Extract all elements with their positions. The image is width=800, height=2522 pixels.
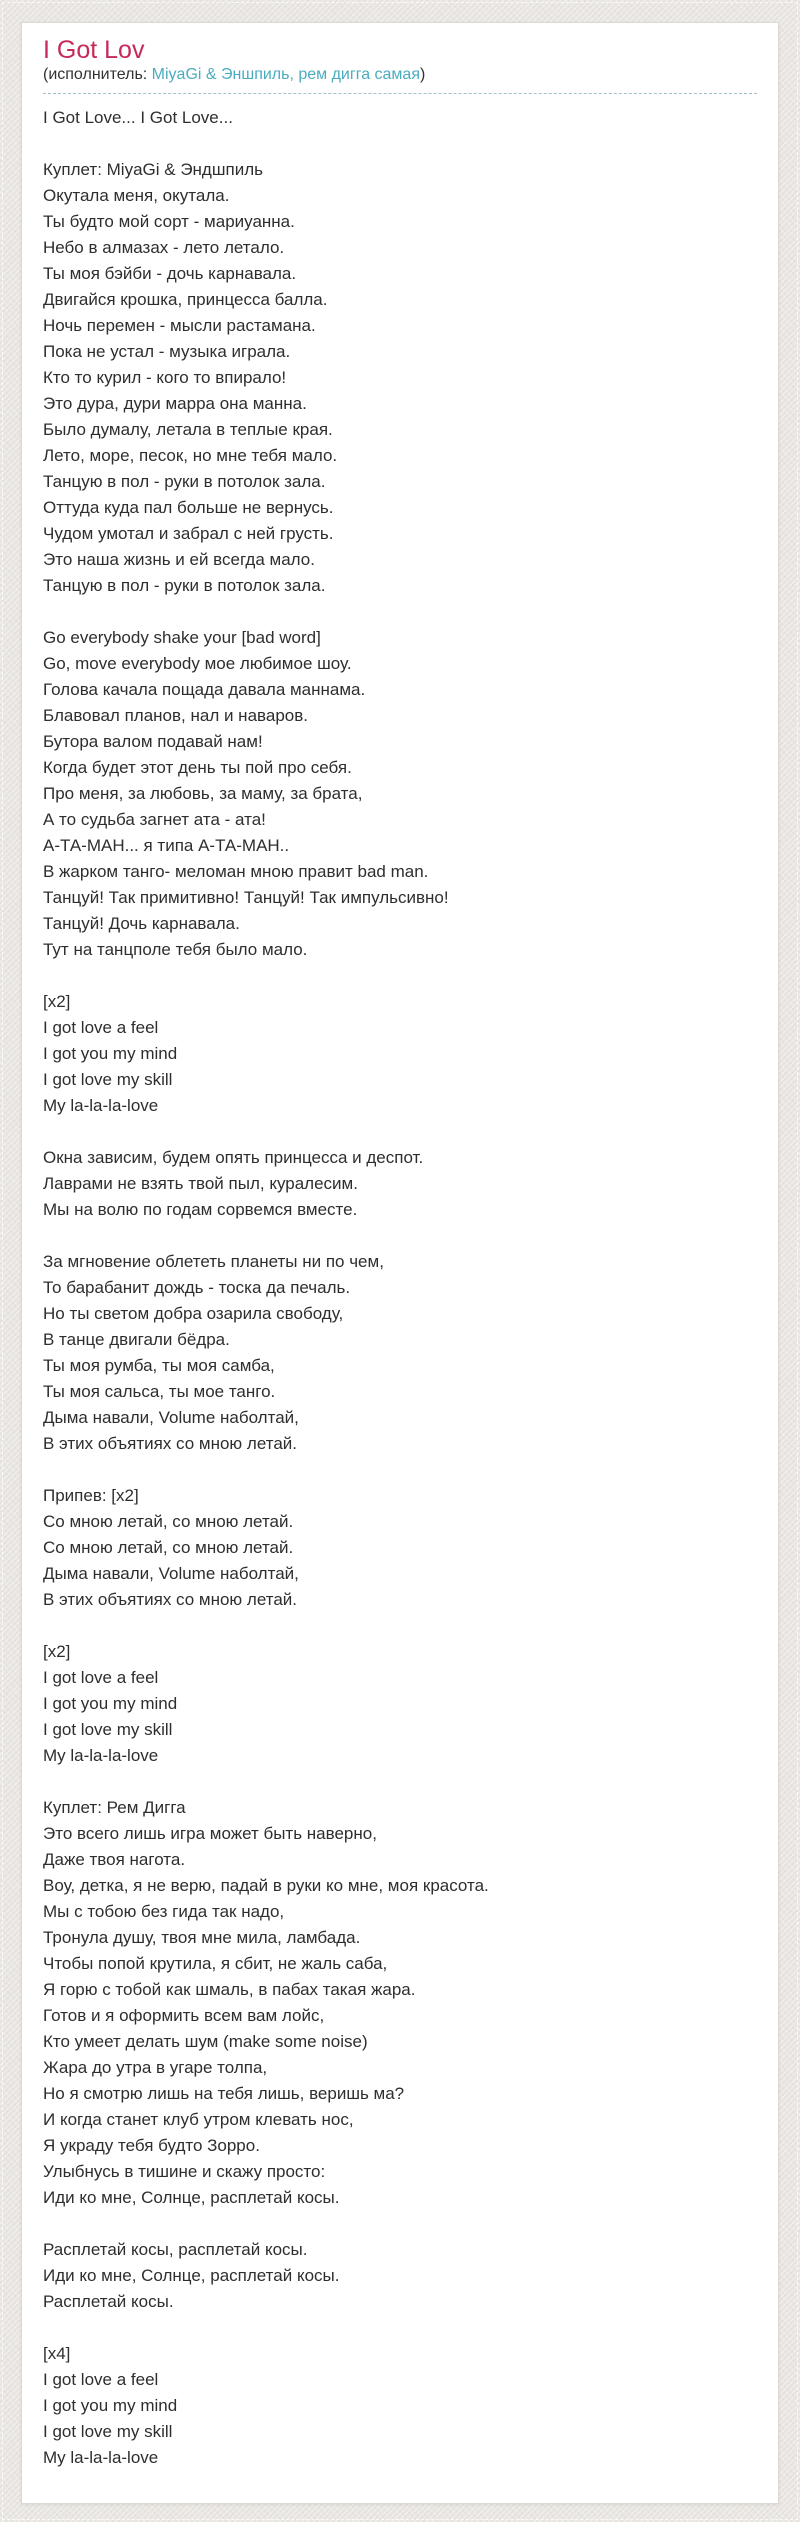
lyrics-line: Тут на танцполе тебя было мало. bbox=[43, 940, 308, 959]
lyrics-line: Кто то курил - кого то впирало! bbox=[43, 368, 287, 387]
lyrics-line: Бутора валом подавай нам! bbox=[43, 732, 263, 751]
lyrics-line: Go, move everybody мое любимое шоу. bbox=[43, 654, 352, 673]
lyrics-stanza bbox=[43, 2341, 757, 2471]
artist-label: (исполнитель: bbox=[43, 66, 152, 83]
lyrics-stanza bbox=[43, 1145, 757, 1223]
lyrics-stanza bbox=[43, 989, 757, 1119]
lyrics-line: Воу, детка, я не верю, падай в руки ко мне, моя красота. bbox=[43, 1876, 489, 1895]
lyrics-line: Тронула душу, твоя мне мила, ламбада. bbox=[43, 1928, 361, 1947]
lyrics-line: Ты будто мой сорт - мариуанна. bbox=[43, 212, 295, 231]
lyrics-line: I got you my mind bbox=[43, 1694, 178, 1713]
lyrics-line: Небо в алмазах - лето летало. bbox=[43, 238, 285, 257]
song-title: I Got Lov bbox=[43, 36, 145, 64]
lyrics-line: [x2] bbox=[43, 992, 71, 1011]
lyrics-line: Пока не устал - музыка играла. bbox=[43, 342, 291, 361]
lyrics-line: Даже твоя нагота. bbox=[43, 1850, 186, 1869]
lyrics-card bbox=[21, 22, 779, 2504]
lyrics-line: My la-la-la-love bbox=[43, 1746, 159, 1765]
lyrics-line: Танцуй! Так примитивно! Танцуй! Так импульсивно! bbox=[43, 888, 449, 907]
lyrics-line: Куплет: Рем Дигга bbox=[43, 1798, 186, 1817]
lyrics-line: I got love my skill bbox=[43, 1070, 173, 1089]
lyrics-line: Было думалу, летала в теплые края. bbox=[43, 420, 333, 439]
lyrics-line: Когда будет этот день ты пой про себя. bbox=[43, 758, 352, 777]
lyrics-stanza bbox=[43, 105, 757, 131]
lyrics-line: Про меня, за любовь, за маму, за брата, bbox=[43, 784, 363, 803]
artist-label-close: ) bbox=[420, 66, 426, 83]
lyrics-line: Куплет: MiyaGi & Эндшпиль bbox=[43, 160, 263, 179]
lyrics-line: Ночь перемен - мысли растамана. bbox=[43, 316, 316, 335]
lyrics-stanza bbox=[43, 1795, 757, 2211]
lyrics-line: Со мною летай, со мною летай. bbox=[43, 1512, 294, 1531]
lyrics-line: Лаврами не взять твой пыл, куралесим. bbox=[43, 1174, 358, 1193]
lyrics-line: В танце двигали бёдра. bbox=[43, 1330, 230, 1349]
lyrics-line: Мы на волю по годам сорвемся вместе. bbox=[43, 1200, 358, 1219]
lyrics-stanza bbox=[43, 1639, 757, 1769]
lyrics-line: I got love a feel bbox=[43, 1668, 159, 1687]
lyrics-stanza bbox=[43, 1249, 757, 1457]
lyrics-line: То барабанит дождь - тоска да печаль. bbox=[43, 1278, 351, 1297]
lyrics-line: I got love my skill bbox=[43, 2422, 173, 2441]
artist-link[interactable]: MiyaGi & Эншпиль, рем дигга самая bbox=[151, 66, 420, 83]
lyrics-line: Это наша жизнь и ей всегда мало. bbox=[43, 550, 315, 569]
lyrics-line: Припев: [x2] bbox=[43, 1486, 139, 1505]
lyrics-line: Лето, море, песок, но мне тебя мало. bbox=[43, 446, 338, 465]
lyrics-line: Окутала меня, окутала. bbox=[43, 186, 230, 205]
lyrics-line: Кто умеет делать шум (make some noise) bbox=[43, 2032, 368, 2051]
artist-line bbox=[43, 64, 757, 94]
lyrics-line: I got love a feel bbox=[43, 1018, 159, 1037]
lyrics-line: Это всего лишь игра может быть наверно, bbox=[43, 1824, 377, 1843]
lyrics-line: Я украду тебя будто Зорро. bbox=[43, 2136, 260, 2155]
lyrics-line: Блавовал планов, нал и наваров. bbox=[43, 706, 308, 725]
lyrics-line: Ты моя бэйби - дочь карнавала. bbox=[43, 264, 297, 283]
lyrics-stanza bbox=[43, 1483, 757, 1613]
lyrics-line: А-ТА-МАН... я типа А-ТА-МАН.. bbox=[43, 836, 290, 855]
lyrics-stanza bbox=[43, 2237, 757, 2315]
lyrics-line: My la-la-la-love bbox=[43, 2448, 159, 2467]
lyrics-line: Но я смотрю лишь на тебя лишь, веришь ма? bbox=[43, 2084, 405, 2103]
lyrics-line: Это дура, дури марра она манна. bbox=[43, 394, 307, 413]
lyrics-line: Расплетай косы, расплетай косы. bbox=[43, 2240, 308, 2259]
lyrics-line: Я горю с тобой как шмаль, в пабах такая жара. bbox=[43, 1980, 416, 1999]
lyrics-line: Чтобы попой крутила, я сбит, не жаль саба, bbox=[43, 1954, 388, 1973]
lyrics-stanza bbox=[43, 625, 757, 963]
lyrics-line: В этих объятиях со мною летай. bbox=[43, 1590, 297, 1609]
lyrics-line: I got love a feel bbox=[43, 2370, 159, 2389]
lyrics-line: I Got Love... I Got Love... bbox=[43, 108, 233, 127]
lyrics-line: I got you my mind bbox=[43, 1044, 178, 1063]
lyrics-stanza bbox=[43, 157, 757, 599]
lyrics-line: В этих объятиях со мною летай. bbox=[43, 1434, 297, 1453]
lyrics-line: Танцуй! Дочь карнавала. bbox=[43, 914, 240, 933]
lyrics-line: I got you my mind bbox=[43, 2396, 178, 2415]
lyrics-line: Go everybody shake your [bad word] bbox=[43, 628, 321, 647]
lyrics bbox=[43, 105, 757, 2471]
lyrics-line: [x2] bbox=[43, 1642, 71, 1661]
lyrics-line: Жара до утра в угаре толпа, bbox=[43, 2058, 268, 2077]
lyrics-line: И когда станет клуб утром клевать нос, bbox=[43, 2110, 354, 2129]
lyrics-line: Улыбнусь в тишине и скажу просто: bbox=[43, 2162, 326, 2181]
lyrics-line: Двигайся крошка, принцесса балла. bbox=[43, 290, 328, 309]
lyrics-line: Готов и я оформить всем вам лойс, bbox=[43, 2006, 325, 2025]
lyrics-line: За мгновение облететь планеты ни по чем, bbox=[43, 1252, 384, 1271]
lyrics-line: Танцую в пол - руки в потолок зала. bbox=[43, 472, 326, 491]
lyrics-line: Чудом умотал и забрал с ней грусть. bbox=[43, 524, 334, 543]
lyrics-line: Ты моя сальса, ты мое танго. bbox=[43, 1382, 276, 1401]
lyrics-line: Оттуда куда пал больше не вернусь. bbox=[43, 498, 334, 517]
lyrics-line: Окна зависим, будем опять принцесса и деспот. bbox=[43, 1148, 424, 1167]
lyrics-line: Дыма навали, Volume наболтай, bbox=[43, 1564, 299, 1583]
lyrics-line: Иди ко мне, Солнце, расплетай косы. bbox=[43, 2188, 340, 2207]
lyrics-line: Танцую в пол - руки в потолок зала. bbox=[43, 576, 326, 595]
lyrics-line: I got love my skill bbox=[43, 1720, 173, 1739]
lyrics-line: My la-la-la-love bbox=[43, 1096, 159, 1115]
lyrics-line: [x4] bbox=[43, 2344, 71, 2363]
lyrics-line: В жарком танго- меломан мною правит bad man. bbox=[43, 862, 429, 881]
lyrics-line: Расплетай косы. bbox=[43, 2292, 174, 2311]
lyrics-line: Мы с тобою без гида так надо, bbox=[43, 1902, 285, 1921]
lyrics-line: Но ты светом добра озарила свободу, bbox=[43, 1304, 344, 1323]
lyrics-line: Со мною летай, со мною летай. bbox=[43, 1538, 294, 1557]
lyrics-line: Дыма навали, Volume наболтай, bbox=[43, 1408, 299, 1427]
lyrics-line: Иди ко мне, Солнце, расплетай косы. bbox=[43, 2266, 340, 2285]
lyrics-line: А то судьба загнет ата - ата! bbox=[43, 810, 266, 829]
lyrics-line: Ты моя румба, ты моя самба, bbox=[43, 1356, 275, 1375]
lyrics-line: Голова качала пощада давала маннама. bbox=[43, 680, 366, 699]
